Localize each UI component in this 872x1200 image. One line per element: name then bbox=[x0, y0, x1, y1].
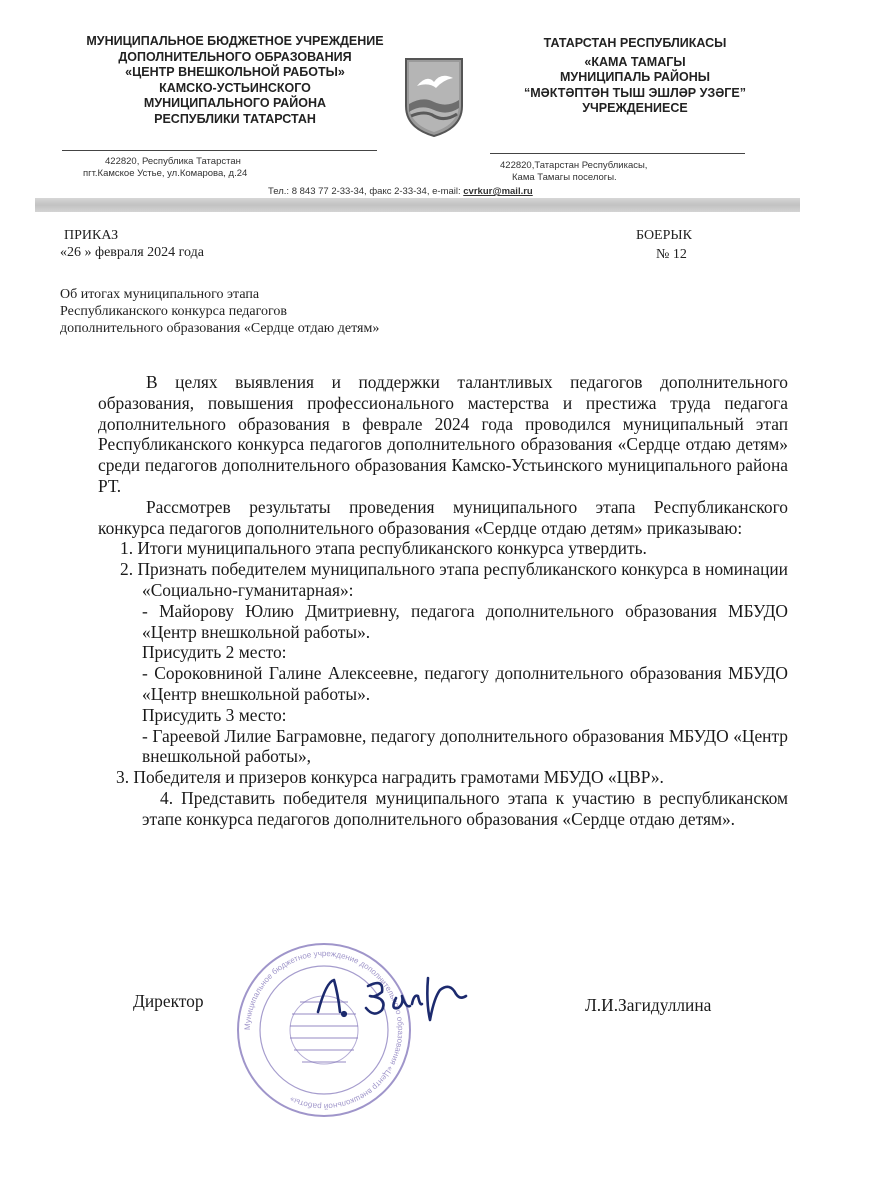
header-left-line: МУНИЦИПАЛЬНОЕ БЮДЖЕТНОЕ УЧРЕЖДЕНИЕ bbox=[86, 34, 384, 48]
header-left-line: ДОПОЛНИТЕЛЬНОГО ОБРАЗОВАНИЯ bbox=[118, 49, 352, 64]
subject-line: Республиканского конкурса педагогов bbox=[60, 304, 287, 319]
left-address bbox=[83, 156, 248, 180]
item-2: 2. Признать победителем муниципального этапа республиканского конкурса в номинации «Социально-гуманитарная»: bbox=[120, 559, 788, 600]
header-divider-left bbox=[62, 150, 377, 151]
header-right-line: УЧРЕЖДЕНИЕСЕ bbox=[582, 101, 688, 115]
subject-line: дополнительного образования «Сердце отдаю детям» bbox=[60, 321, 380, 336]
seal-text: Муниципальное бюджетное учреждение дополнительного образования «Центр внешкольной работы» bbox=[242, 948, 406, 1112]
header-right-line: МУНИЦИПАЛЬ РАЙОНЫ bbox=[560, 70, 710, 84]
order-date: «26 » февраля 2024 года bbox=[60, 245, 204, 260]
place-2-label: Присудить 2 место: bbox=[142, 642, 287, 663]
signature-title: Директор bbox=[133, 991, 204, 1011]
header-left-line: КАМСКО-УСТЬИНСКОГО bbox=[159, 80, 311, 95]
header-right-line: “МӘКТӘПТӘН ТЫШ ЭШЛӘР УЗӘГЕ” bbox=[524, 85, 746, 100]
signatory-name: Л.И.Загидуллина bbox=[585, 995, 712, 1015]
contacts-phone-fax: Тел.: 8 843 77 2-33-34, факс 2-33-34, e-mail: bbox=[268, 186, 464, 197]
header-right-line: ТАТАРСТАН РЕСПУБЛИКАСЫ bbox=[543, 36, 727, 50]
winner-entry: - Майорову Юлию Дмитриевну, педагога дополнительного образования МБУДО «Центр внешкольной работы». bbox=[142, 600, 788, 642]
header-divider-right bbox=[490, 153, 745, 154]
subject-line: Об итогах муниципального этапа bbox=[60, 287, 260, 302]
official-seal bbox=[234, 940, 414, 1120]
contacts-line bbox=[268, 186, 533, 198]
place-3-entry: - Гареевой Лилие Баграмовне, педагогу дополнительного образования МБУДО «Центр внешкольной работы», bbox=[142, 725, 788, 767]
item-4: 4. Представить победителя муниципального этапа к участию в республиканском этапе конкурса педагогов дополнительного образования «Сердце отдаю детям». bbox=[142, 787, 788, 829]
resolution-paragraph: Рассмотрев результаты проведения муниципального этапа Республиканского конкурса педагогов дополнительного образования «Сердце отдаю детям» приказываю: bbox=[98, 496, 788, 538]
address-line: 422820, Республика Татарстан bbox=[105, 156, 241, 167]
right-address bbox=[500, 160, 647, 184]
order-title-ru: ПРИКАЗ bbox=[64, 228, 119, 243]
order-body bbox=[98, 372, 788, 830]
item-3: 3. Победителя и призеров конкурса наградить грамотами МБУДО «ЦВР». bbox=[116, 767, 664, 788]
header-band bbox=[35, 198, 800, 212]
place-2-entry: - Сороковниной Галине Алексеевне, педагогу дополнительного образования МБУДО «Центр внешкольной работы». bbox=[142, 663, 788, 704]
address-line: Кама Тамагы поселогы. bbox=[512, 172, 617, 183]
address-line: пгт.Камское Устье, ул.Комарова, д.24 bbox=[83, 168, 248, 179]
handwritten-signature bbox=[310, 968, 470, 1028]
address-line: 422820,Татарстан Республикасы, bbox=[500, 160, 648, 171]
header-right-line: «КАМА ТАМАГЫ bbox=[584, 54, 686, 69]
order-subject bbox=[60, 286, 379, 337]
item-1: 1. Итоги муниципального этапа республиканского конкурса утвердить. bbox=[120, 538, 647, 559]
contacts-email: cvrkur@mail.ru bbox=[463, 186, 533, 197]
order-number: № 12 bbox=[656, 247, 687, 262]
order-title-tt: БОЕРЫК bbox=[636, 228, 692, 243]
header-right bbox=[470, 36, 800, 117]
intro-paragraph: В целях выявления и поддержки талантливых педагогов дополнительного образования, повышения профессионального мастерства и престижа труда педагога дополнительного образования в феврале 2024 года проводился муниципальный этап Республиканского конкурса педагогов дополнительного образования «Сердце отдаю детям» среди педагогов дополнительного образования Камско-Устьинского муниципального района РТ. bbox=[98, 372, 788, 496]
place-3-label: Присудить 3 место: bbox=[142, 704, 287, 725]
coat-of-arms-icon bbox=[403, 56, 465, 138]
header-left-line: «ЦЕНТР ВНЕШКОЛЬНОЙ РАБОТЫ» bbox=[125, 65, 345, 79]
header-left bbox=[40, 34, 430, 127]
header-left-line: РЕСПУБЛИКИ ТАТАРСТАН bbox=[154, 111, 316, 126]
header-left-line: МУНИЦИПАЛЬНОГО РАЙОНА bbox=[143, 96, 327, 110]
